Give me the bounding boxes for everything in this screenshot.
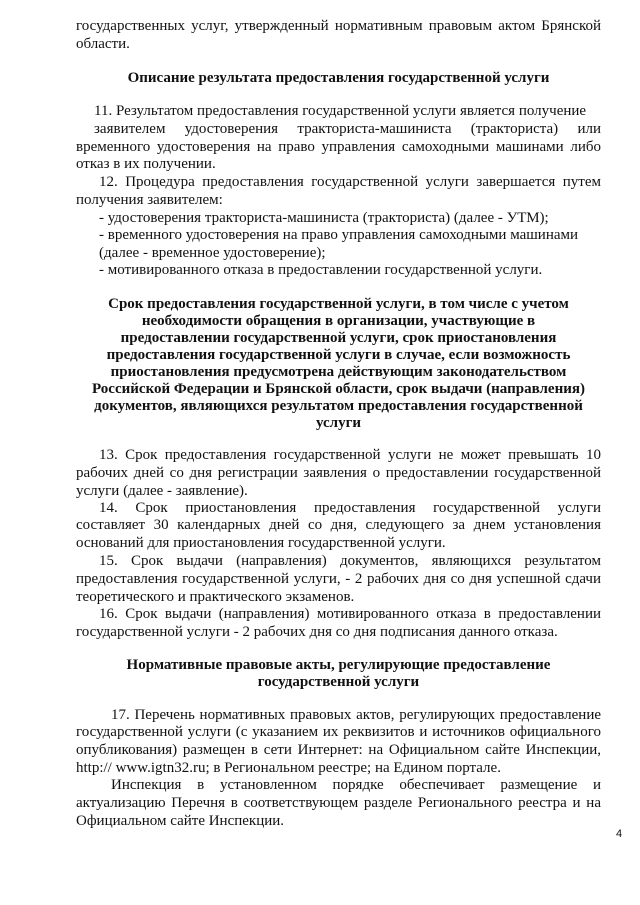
text-line: услуги (далее - заявление). [76,483,248,499]
section-heading: Срок предоставления государственной услуги, в том числе с учетом [108,296,569,312]
section-heading: предоставлении государственной услуги, срок приостановления [120,330,557,346]
text-line: актуализацию Перечня в соответствующем разделе Регионального реестра и на [76,795,601,811]
section-heading: предоставления государственной услуги в случае, если возможность [106,347,571,363]
text-line: заявителем удостоверения тракториста-машиниста (тракториста) или [94,121,601,137]
list-item: - временного удостоверения на право управления самоходными машинами [99,227,579,243]
section-heading: государственной услуги [257,674,420,690]
section-heading: приостановления предусмотрена действующим законодательством [110,364,567,380]
text-line: области. [76,36,130,52]
text-line: рабочих дней со дня регистрации заявления о предоставлении государственной [76,465,601,481]
text-line: временного удостоверения на право управления самоходными машинами либо [76,139,601,155]
text-line: опубликования) размещен в сети Интернет: на Официальном сайте Инспекции, [76,742,601,758]
text-line: отказ в их получении. [76,156,216,172]
text-line: 14. Срок приостановления предоставления государственной услуги [99,500,601,516]
list-item: - удостоверения тракториста-машиниста (тракториста) (далее - УТМ); [99,210,549,226]
text-line: государственной услуги (с указанием их реквизитов и источников официального [76,724,601,740]
page-number: 4 [616,828,623,840]
text-line: 12. Процедура предоставления государственной услуги завершается путем [99,174,601,190]
text-line: предоставления государственной услуги, - 2 рабочих дня со дня успешной сдачи [76,571,601,587]
section-heading: услуги [315,415,362,431]
text-line: государственной услуги - 2 рабочих дня со дня подписания данного отказа. [76,624,558,640]
section-heading: документов, являющихся результатом предоставления государственной [94,398,583,414]
text-line: теоретического и практического экзаменов. [76,589,355,605]
list-item: (далее - временное удостоверение); [99,245,326,261]
section-heading: Нормативные правовые акты, регулирующие предоставление [126,657,551,673]
text-line: составляет 30 календарных дней со дня, следующего за днем установления [76,517,601,533]
text-line: 16. Срок выдачи (направления) мотивированного отказа в предоставлении [99,606,601,622]
text-line: http:// www.igtn32.ru; в Региональном реестре; на Едином портале. [76,760,501,776]
list-item: - мотивированного отказа в предоставлении государственной услуги. [99,262,543,278]
section-heading: Российской Федерации и Брянской области, срок выдачи (направления) [92,381,585,397]
section-heading: необходимости обращения в организации, участвующие в [141,313,536,329]
text-line: Официальном сайте Инспекции. [76,813,285,829]
text-line: получения заявителем: [76,192,223,208]
text-line: 15. Срок выдачи (направления) документов, являющихся результатом [99,553,601,569]
text-line: оснований для приостановления государственной услуги. [76,535,446,551]
text-line: 13. Срок предоставления государственной услуги не может превышать 10 [99,447,601,463]
text-line: 17. Перечень нормативных правовых актов, регулирующих предоставление [111,707,601,723]
text-line: 11. Результатом предоставления государственной услуги является получение [94,103,587,119]
text-line: Инспекция в установленном порядке обеспечивает размещение и [111,777,601,793]
text-line: государственных услуг, утвержденный нормативным правовым актом Брянской [76,18,601,34]
section-heading: Описание результата предоставления государственной услуги [127,70,550,86]
